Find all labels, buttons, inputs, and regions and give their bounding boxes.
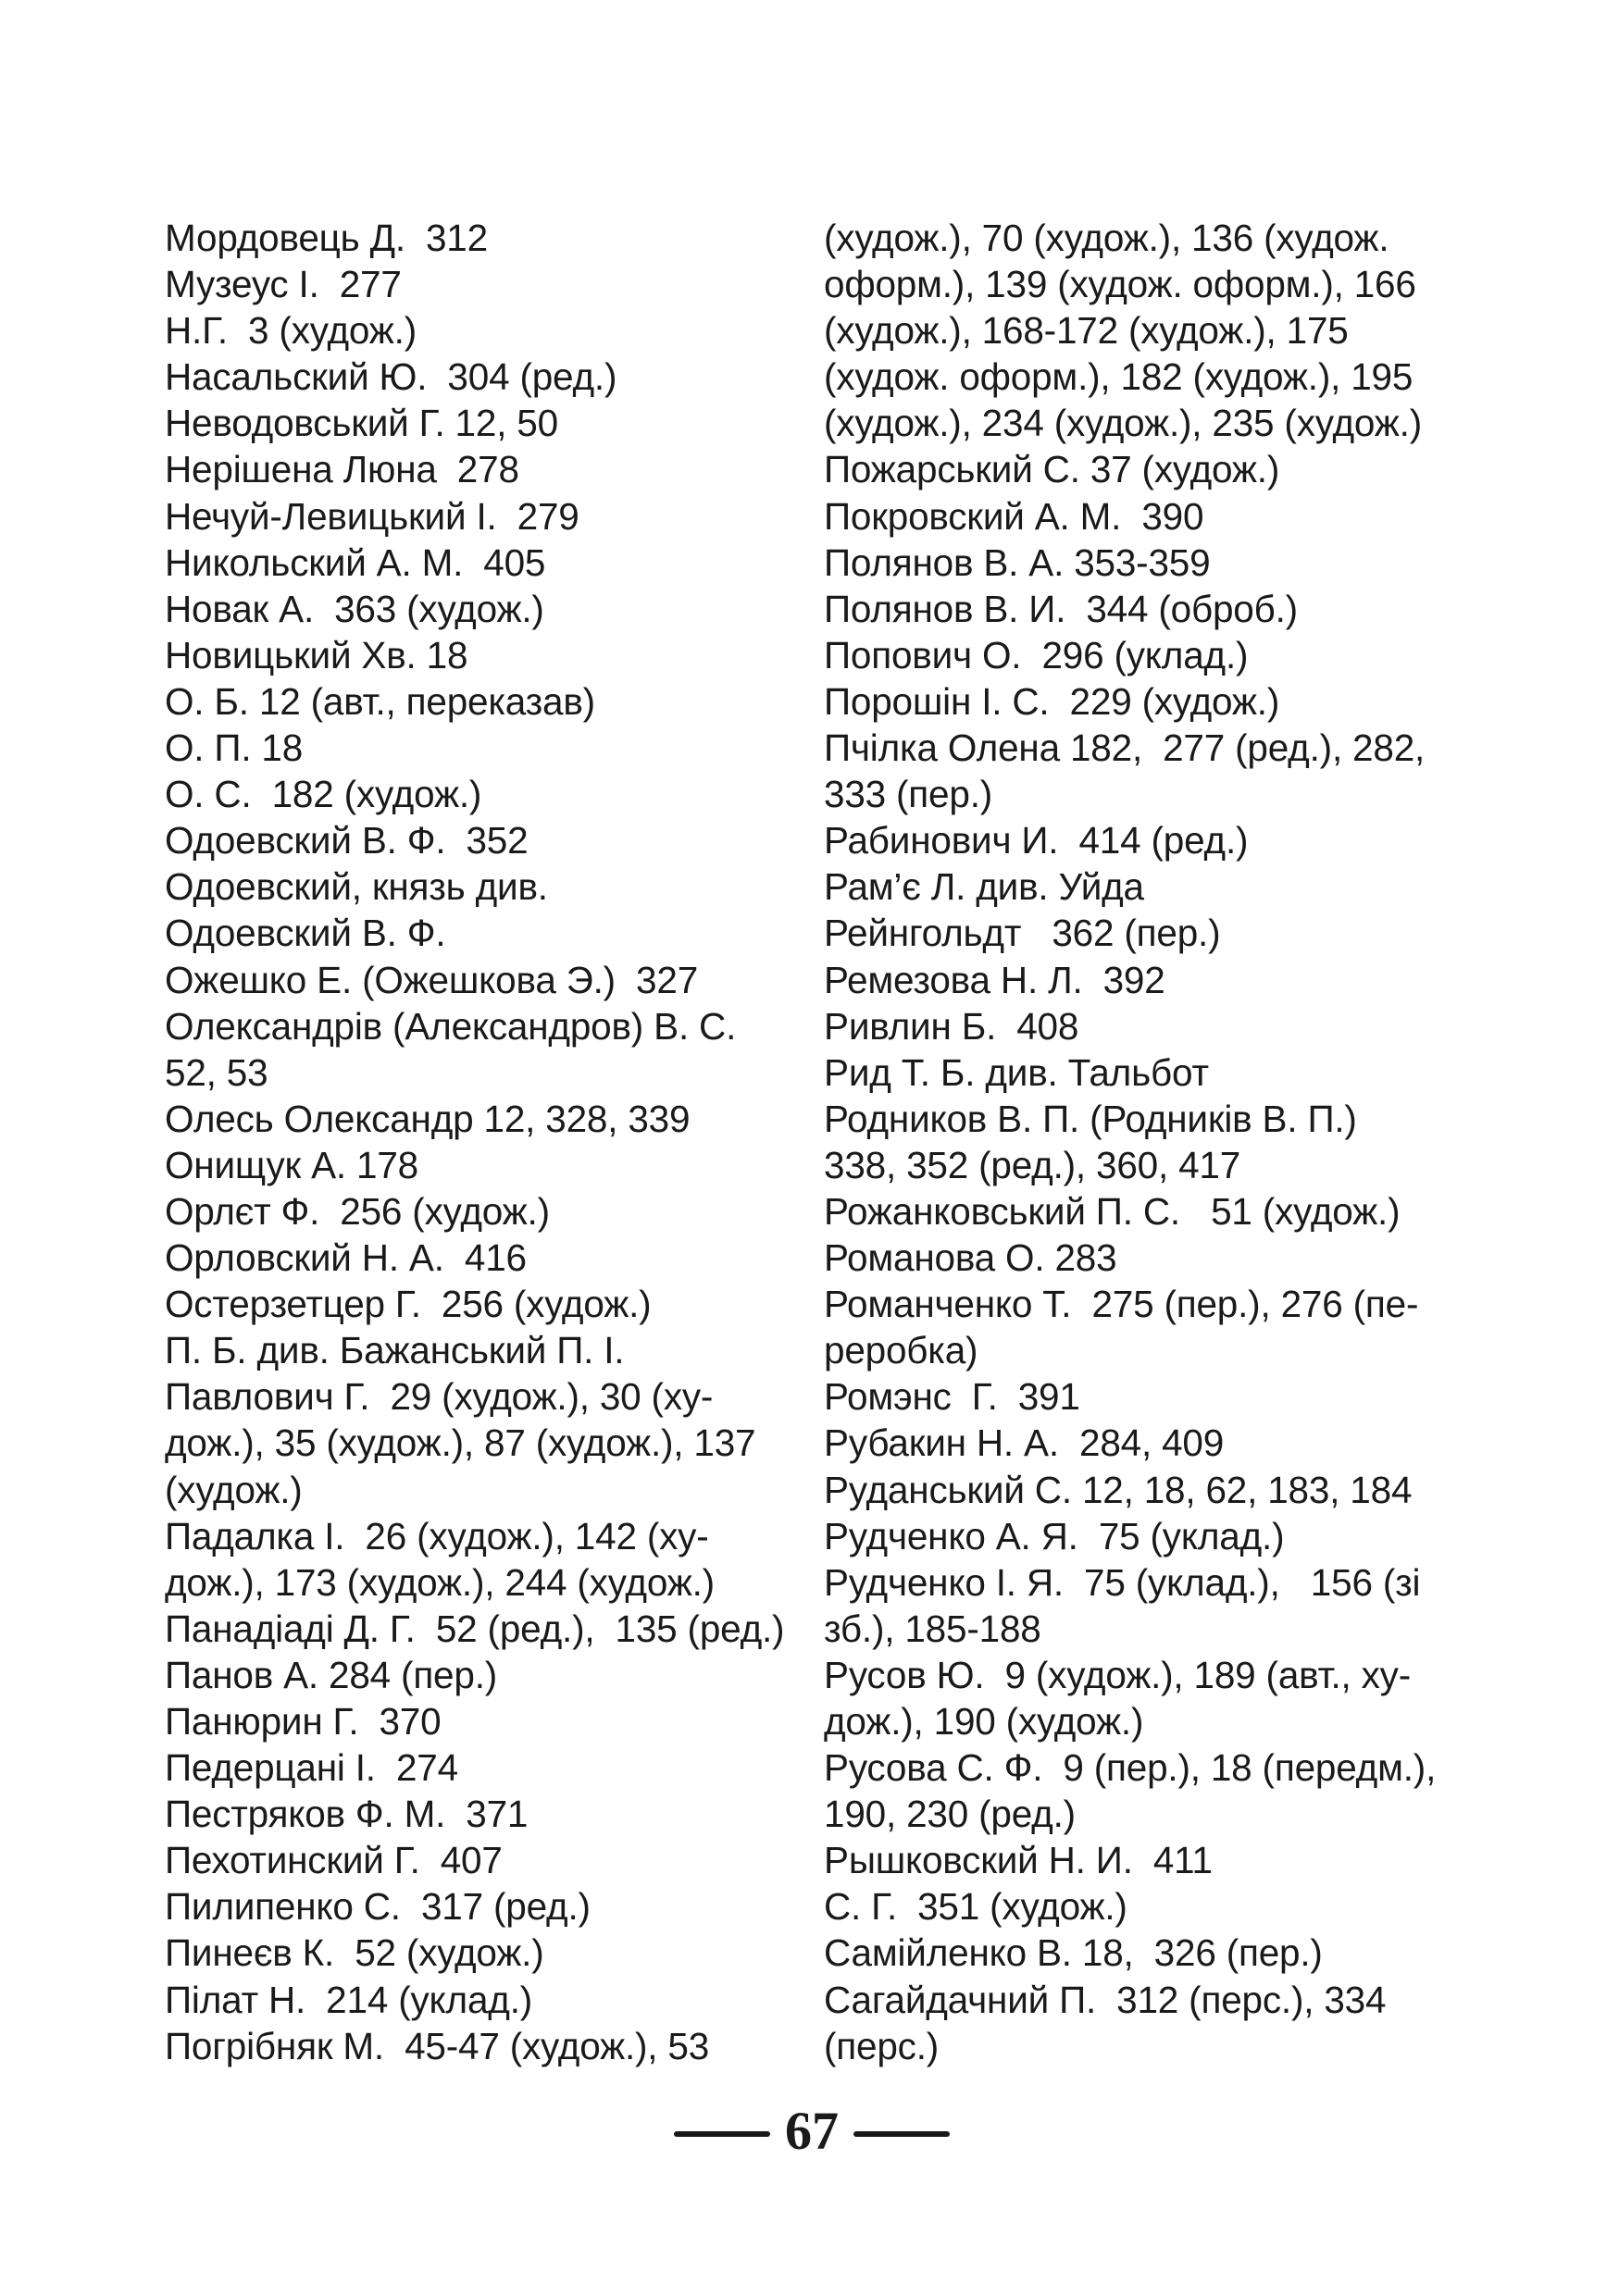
index-entry-line: Пілат Н. 214 (уклад.) xyxy=(165,1978,533,2021)
index-entry-line: Одоевский В. Ф. 352 xyxy=(165,819,529,863)
index-entry-line: 333 (пер.) xyxy=(824,773,993,816)
index-entry-line: Насальский Ю. 304 (ред.) xyxy=(165,355,617,399)
index-entry-line: Рейнгольдт 362 (пер.) xyxy=(824,912,1221,955)
index-entry-line: О. П. 18 xyxy=(165,726,304,770)
index-entry-line: Панов А. 284 (пер.) xyxy=(165,1653,498,1696)
index-entry-line: Рабинович И. 414 (ред.) xyxy=(824,819,1249,863)
page-number: 67 xyxy=(785,2101,839,2161)
index-entry-line: Самійленко В. 18, 326 (пер.) xyxy=(824,1931,1323,1975)
index-entry-line: Олесь Олександр 12, 328, 339 xyxy=(165,1097,691,1140)
index-entry-line: Рубакин Н. А. 284, 409 xyxy=(824,1421,1225,1465)
index-entry-line: Порошін І. С. 229 (худож.) xyxy=(824,679,1280,723)
index-entry-line: Русов Ю. 9 (худож.), 189 (авт., ху- xyxy=(824,1653,1411,1696)
index-entry-line: Погрібняк М. 45-47 (худож.), 53 xyxy=(165,2024,710,2067)
index-entry-line: дож.), 173 (худож.), 244 (худож.) xyxy=(165,1560,715,1604)
index-entry-line: П. Б. див. Бажанський П. І. xyxy=(165,1329,625,1372)
index-entry-line: (худож.), 234 (худож.), 235 (худож.) xyxy=(824,402,1422,445)
index-entry-line: Одоевский В. Ф. xyxy=(165,912,446,955)
index-entry-line: Орловский Н. А. 416 xyxy=(165,1236,527,1280)
index-entry-line: Ривлин Б. 408 xyxy=(824,1004,1079,1048)
index-entry-line: О. С. 182 (худож.) xyxy=(165,773,482,816)
index-entry-line: Романченко Т. 275 (пер.), 276 (пе- xyxy=(824,1283,1419,1326)
index-entry-line: Орлєт Ф. 256 (худож.) xyxy=(165,1189,550,1233)
index-entry-line: Мордовець Д. 312 xyxy=(165,217,488,259)
index-entry-line: Одоевский, князь див. xyxy=(165,865,548,909)
index-entry-line: Рудченко А. Я. 75 (уклад.) xyxy=(824,1514,1285,1558)
index-entry-line: (перс.) xyxy=(824,2024,940,2067)
footer-rule-right xyxy=(853,2131,950,2137)
index-column-left xyxy=(165,215,813,2069)
index-entry-line: Нечуй-Левицький І. 279 xyxy=(165,494,579,538)
index-entry-line: 338, 352 (ред.), 360, 417 xyxy=(824,1143,1241,1186)
index-entry-line: реробка) xyxy=(824,1329,978,1372)
index-entry-line: Родников В. П. (Родників В. П.) xyxy=(824,1097,1357,1140)
index-entry-line: Руданський С. 12, 18, 62, 183, 184 xyxy=(824,1468,1413,1511)
index-entry-line: (худож. оформ.), 182 (худож.), 195 xyxy=(824,355,1414,399)
index-entry-line: Рожанковський П. С. 51 (худож.) xyxy=(824,1189,1401,1233)
index-entry-line: Н.Г. 3 (худож.) xyxy=(165,309,417,353)
index-entry-line: О. Б. 12 (авт., переказав) xyxy=(165,679,595,723)
index-entry-line: Олександрів (Александров) В. С. xyxy=(165,1004,737,1048)
index-entry-line: дож.), 35 (худож.), 87 (худож.), 137 xyxy=(165,1421,756,1465)
index-entry-line: Полянов В. А. 353-359 xyxy=(824,540,1211,584)
index-entry-line: Ожешко Е. (Ожешкова Э.) 327 xyxy=(165,958,699,1001)
index-entry-line: Рид Т. Б. див. Тальбот xyxy=(824,1050,1209,1094)
index-entry-line: (худож.), 70 (худож.), 136 (худож. xyxy=(824,217,1389,259)
index-entry-line: Ремезова Н. Л. 392 xyxy=(824,958,1165,1001)
index-entry-line: Музеус І. 277 xyxy=(165,263,402,306)
index-entry-line: Рудченко І. Я. 75 (уклад.), 156 (зі xyxy=(824,1560,1421,1604)
index-entry-line: Пинеєв К. 52 (худож.) xyxy=(165,1931,544,1975)
index-entry-line: Попович О. 296 (уклад.) xyxy=(824,633,1249,676)
index-column-right xyxy=(824,215,1472,2069)
index-entry-line: Новицький Хв. 18 xyxy=(165,633,468,676)
index-entry-line: Пехотинский Г. 407 xyxy=(165,1839,503,1882)
index-entry-line: Панадіаді Д. Г. 52 (ред.), 135 (ред.) xyxy=(165,1607,785,1650)
index-entry-line: Рышковский Н. И. 411 xyxy=(824,1839,1213,1882)
index-entry-line: (худож.), 168-172 (худож.), 175 xyxy=(824,309,1349,353)
index-entry-line: Пчілка Олена 182, 277 (ред.), 282, xyxy=(824,726,1426,770)
index-entry-line: Падалка І. 26 (худож.), 142 (ху- xyxy=(165,1514,709,1558)
index-entry-line: Пожарський С. 37 (худож.) xyxy=(824,448,1280,491)
index-entry-line: Онищук А. 178 xyxy=(165,1143,418,1186)
index-entry-line: оформ.), 139 (худож. оформ.), 166 xyxy=(824,263,1416,306)
index-entry-line: Остерзетцер Г. 256 (худож.) xyxy=(165,1283,652,1326)
page-footer xyxy=(0,2099,1619,2164)
index-entry-line: Рам’є Л. див. Уйда xyxy=(824,865,1144,909)
index-entry-line: Покровский А. М. 390 xyxy=(824,494,1204,538)
index-entry-line: Павлович Г. 29 (худож.), 30 (ху- xyxy=(165,1375,714,1419)
index-entry-line: (худож.) xyxy=(165,1468,303,1511)
index-entry-line: Пестряков Ф. М. 371 xyxy=(165,1793,529,1836)
index-entry-line: С. Г. 351 (худож.) xyxy=(824,1885,1127,1929)
index-entry-line: Русова С. Ф. 9 (пер.), 18 (передм.), xyxy=(824,1746,1437,1790)
index-entry-line: Панюрин Г. 370 xyxy=(165,1700,442,1743)
index-entry-line: зб.), 185-188 xyxy=(824,1607,1041,1650)
footer-rule-left xyxy=(674,2131,770,2137)
index-entry-line: Ромэнс Г. 391 xyxy=(824,1375,1080,1419)
index-entry-line: 52, 53 xyxy=(165,1050,268,1094)
index-entry-line: Нерішена Люна 278 xyxy=(165,448,519,491)
index-entry-line: Неводовський Г. 12, 50 xyxy=(165,402,558,445)
index-entry-line: Романова О. 283 xyxy=(824,1236,1117,1280)
index-entry-line: 190, 230 (ред.) xyxy=(824,1793,1076,1836)
index-entry-line: Педерцані І. 274 xyxy=(165,1746,458,1790)
index-entry-line: Новак А. 363 (худож.) xyxy=(165,587,544,630)
index-entry-line: дож.), 190 (худож.) xyxy=(824,1700,1144,1743)
index-entry-line: Полянов В. И. 344 (оброб.) xyxy=(824,587,1298,630)
index-entry-line: Сагайдачний П. 312 (перс.), 334 xyxy=(824,1978,1387,2021)
index-entry-line: Пилипенко С. 317 (ред.) xyxy=(165,1885,591,1929)
index-entry-line: Никольский А. М. 405 xyxy=(165,540,546,584)
